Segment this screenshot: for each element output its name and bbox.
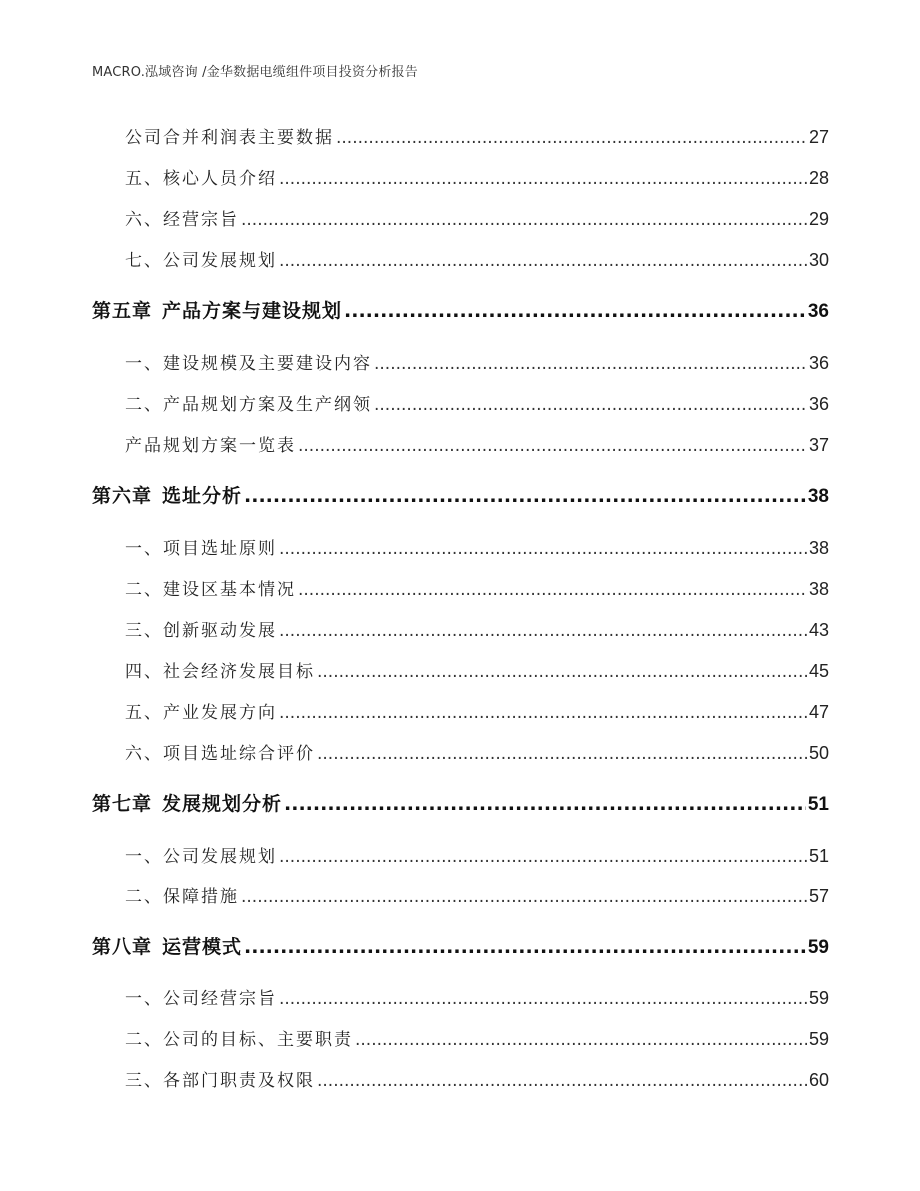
toc-dot-leader bbox=[374, 395, 807, 415]
toc-entry-number: 六、 bbox=[125, 210, 163, 230]
toc-entry-title: 项目选址综合评价 bbox=[163, 744, 315, 764]
toc-entry-title: 公司经营宗旨 bbox=[163, 989, 277, 1009]
toc-entry-title: 社会经济发展目标 bbox=[163, 662, 315, 682]
toc-entry[interactable] bbox=[92, 205, 829, 230]
toc-entry-title: 公司发展规划 bbox=[163, 251, 277, 271]
toc-page-number: 45 bbox=[808, 661, 829, 681]
toc-entry[interactable] bbox=[92, 1025, 829, 1050]
toc-dot-leader bbox=[344, 300, 806, 322]
toc-chapter[interactable] bbox=[92, 481, 829, 508]
toc-chapter-number: 第五章 bbox=[92, 300, 153, 322]
toc-dot-leader bbox=[317, 1071, 807, 1091]
toc-entry-number: 二、 bbox=[125, 1030, 163, 1050]
toc-dot-leader bbox=[279, 169, 807, 189]
page-header: MACRO.泓域咨询 /金华数据电缆组件项目投资分析报告 bbox=[92, 65, 418, 80]
toc-page-number: 27 bbox=[808, 127, 829, 147]
toc-entry-title: 公司发展规划 bbox=[163, 847, 277, 867]
toc-entry-title: 项目选址原则 bbox=[163, 539, 277, 559]
toc-dot-leader bbox=[279, 989, 807, 1009]
toc-entry-number: 三、 bbox=[125, 621, 163, 641]
toc-dot-leader bbox=[279, 251, 807, 271]
toc-entry[interactable] bbox=[92, 698, 829, 723]
toc-entry-number: 一、 bbox=[125, 354, 163, 374]
toc-chapter-number: 第六章 bbox=[92, 485, 153, 507]
toc-entry[interactable] bbox=[92, 164, 829, 189]
toc-dot-leader bbox=[279, 703, 807, 723]
toc-page-number: 36 bbox=[807, 301, 829, 322]
toc-entry-number: 七、 bbox=[125, 251, 163, 271]
toc-page-number: 57 bbox=[808, 886, 829, 906]
toc-page-number: 36 bbox=[808, 394, 829, 414]
toc-chapter-title: 运营模式 bbox=[162, 936, 243, 958]
toc-page-number: 30 bbox=[808, 250, 829, 270]
toc-page-number: 50 bbox=[808, 743, 829, 763]
toc-dot-leader bbox=[279, 847, 807, 867]
toc-entry-title: 产业发展方向 bbox=[163, 703, 277, 723]
toc-page-number: 37 bbox=[808, 435, 829, 455]
toc-dot-leader bbox=[298, 436, 807, 456]
toc-entry-title: 公司合并利润表主要数据 bbox=[125, 128, 334, 148]
toc-entry-title: 经营宗旨 bbox=[163, 210, 239, 230]
toc-dot-leader bbox=[336, 128, 807, 148]
toc-entry-number: 五、 bbox=[125, 169, 163, 189]
toc-dot-leader bbox=[241, 210, 807, 230]
toc-entry[interactable] bbox=[92, 246, 829, 271]
toc-entry-number: 五、 bbox=[125, 703, 163, 723]
toc-entry-title: 公司的目标、主要职责 bbox=[163, 1030, 353, 1050]
toc-page-number: 28 bbox=[808, 168, 829, 188]
toc-chapter-number: 第七章 bbox=[92, 793, 153, 815]
toc-page-number: 59 bbox=[808, 988, 829, 1008]
toc-entry-number: 二、 bbox=[125, 580, 163, 600]
toc-entry-title: 建设规模及主要建设内容 bbox=[163, 354, 372, 374]
toc-dot-leader bbox=[284, 793, 806, 815]
toc-entry[interactable] bbox=[92, 616, 829, 641]
toc-entry[interactable] bbox=[92, 739, 829, 764]
toc-chapter[interactable] bbox=[92, 789, 829, 816]
toc-entry[interactable] bbox=[92, 882, 829, 907]
toc-chapter[interactable] bbox=[92, 932, 829, 959]
toc-dot-leader bbox=[241, 887, 807, 907]
toc-entry-number: 四、 bbox=[125, 662, 163, 682]
toc-chapter-title: 发展规划分析 bbox=[162, 793, 283, 815]
toc-page-number: 47 bbox=[808, 702, 829, 722]
toc-page-number: 36 bbox=[808, 353, 829, 373]
toc-entry-title: 产品规划方案一览表 bbox=[125, 436, 296, 456]
toc-entry[interactable] bbox=[92, 349, 829, 374]
toc-dot-leader bbox=[317, 662, 807, 682]
toc-chapter-number: 第八章 bbox=[92, 936, 153, 958]
toc-entry[interactable] bbox=[92, 1066, 829, 1091]
toc-page-number: 38 bbox=[808, 579, 829, 599]
toc-entry-number: 一、 bbox=[125, 989, 163, 1009]
toc-page-number: 43 bbox=[808, 620, 829, 640]
toc-page-number: 38 bbox=[808, 538, 829, 558]
toc-chapter[interactable] bbox=[92, 296, 829, 323]
toc-page-number: 51 bbox=[808, 846, 829, 866]
toc-entry-number: 六、 bbox=[125, 744, 163, 764]
toc-entry[interactable] bbox=[92, 984, 829, 1009]
toc-dot-leader bbox=[279, 539, 807, 559]
toc-chapter-title: 产品方案与建设规划 bbox=[162, 300, 343, 322]
toc-entry[interactable] bbox=[92, 657, 829, 682]
toc-entry[interactable] bbox=[92, 123, 829, 148]
toc-entry-number: 一、 bbox=[125, 847, 163, 867]
toc-dot-leader bbox=[244, 485, 806, 507]
toc-page-number: 59 bbox=[807, 937, 829, 958]
toc-page-number: 51 bbox=[807, 794, 829, 815]
toc-page-number: 60 bbox=[808, 1070, 829, 1090]
toc-dot-leader bbox=[298, 580, 807, 600]
toc-entry-title: 保障措施 bbox=[163, 887, 239, 907]
toc-dot-leader bbox=[279, 621, 807, 641]
toc-dot-leader bbox=[244, 936, 806, 958]
toc-entry-number: 二、 bbox=[125, 395, 163, 415]
toc-entry[interactable] bbox=[92, 534, 829, 559]
toc-chapter-title: 选址分析 bbox=[162, 485, 243, 507]
toc-page-number: 29 bbox=[808, 209, 829, 229]
toc-entry-title: 产品规划方案及生产纲领 bbox=[163, 395, 372, 415]
toc-entry-number: 二、 bbox=[125, 887, 163, 907]
toc-entry-title: 创新驱动发展 bbox=[163, 621, 277, 641]
toc-page-number: 59 bbox=[808, 1029, 829, 1049]
toc-entry[interactable] bbox=[92, 390, 829, 415]
toc-entry-number: 三、 bbox=[125, 1071, 163, 1091]
toc-dot-leader bbox=[374, 354, 807, 374]
toc-entry-title: 各部门职责及权限 bbox=[163, 1071, 315, 1091]
toc-entry-title: 核心人员介绍 bbox=[163, 169, 277, 189]
toc-entry[interactable] bbox=[92, 431, 829, 456]
toc-entry[interactable] bbox=[92, 575, 829, 600]
toc-dot-leader bbox=[317, 744, 807, 764]
toc-page-number: 38 bbox=[807, 486, 829, 507]
toc-entry[interactable] bbox=[92, 842, 829, 867]
toc-entry-number: 一、 bbox=[125, 539, 163, 559]
toc-entry-title: 建设区基本情况 bbox=[163, 580, 296, 600]
toc-dot-leader bbox=[355, 1030, 807, 1050]
